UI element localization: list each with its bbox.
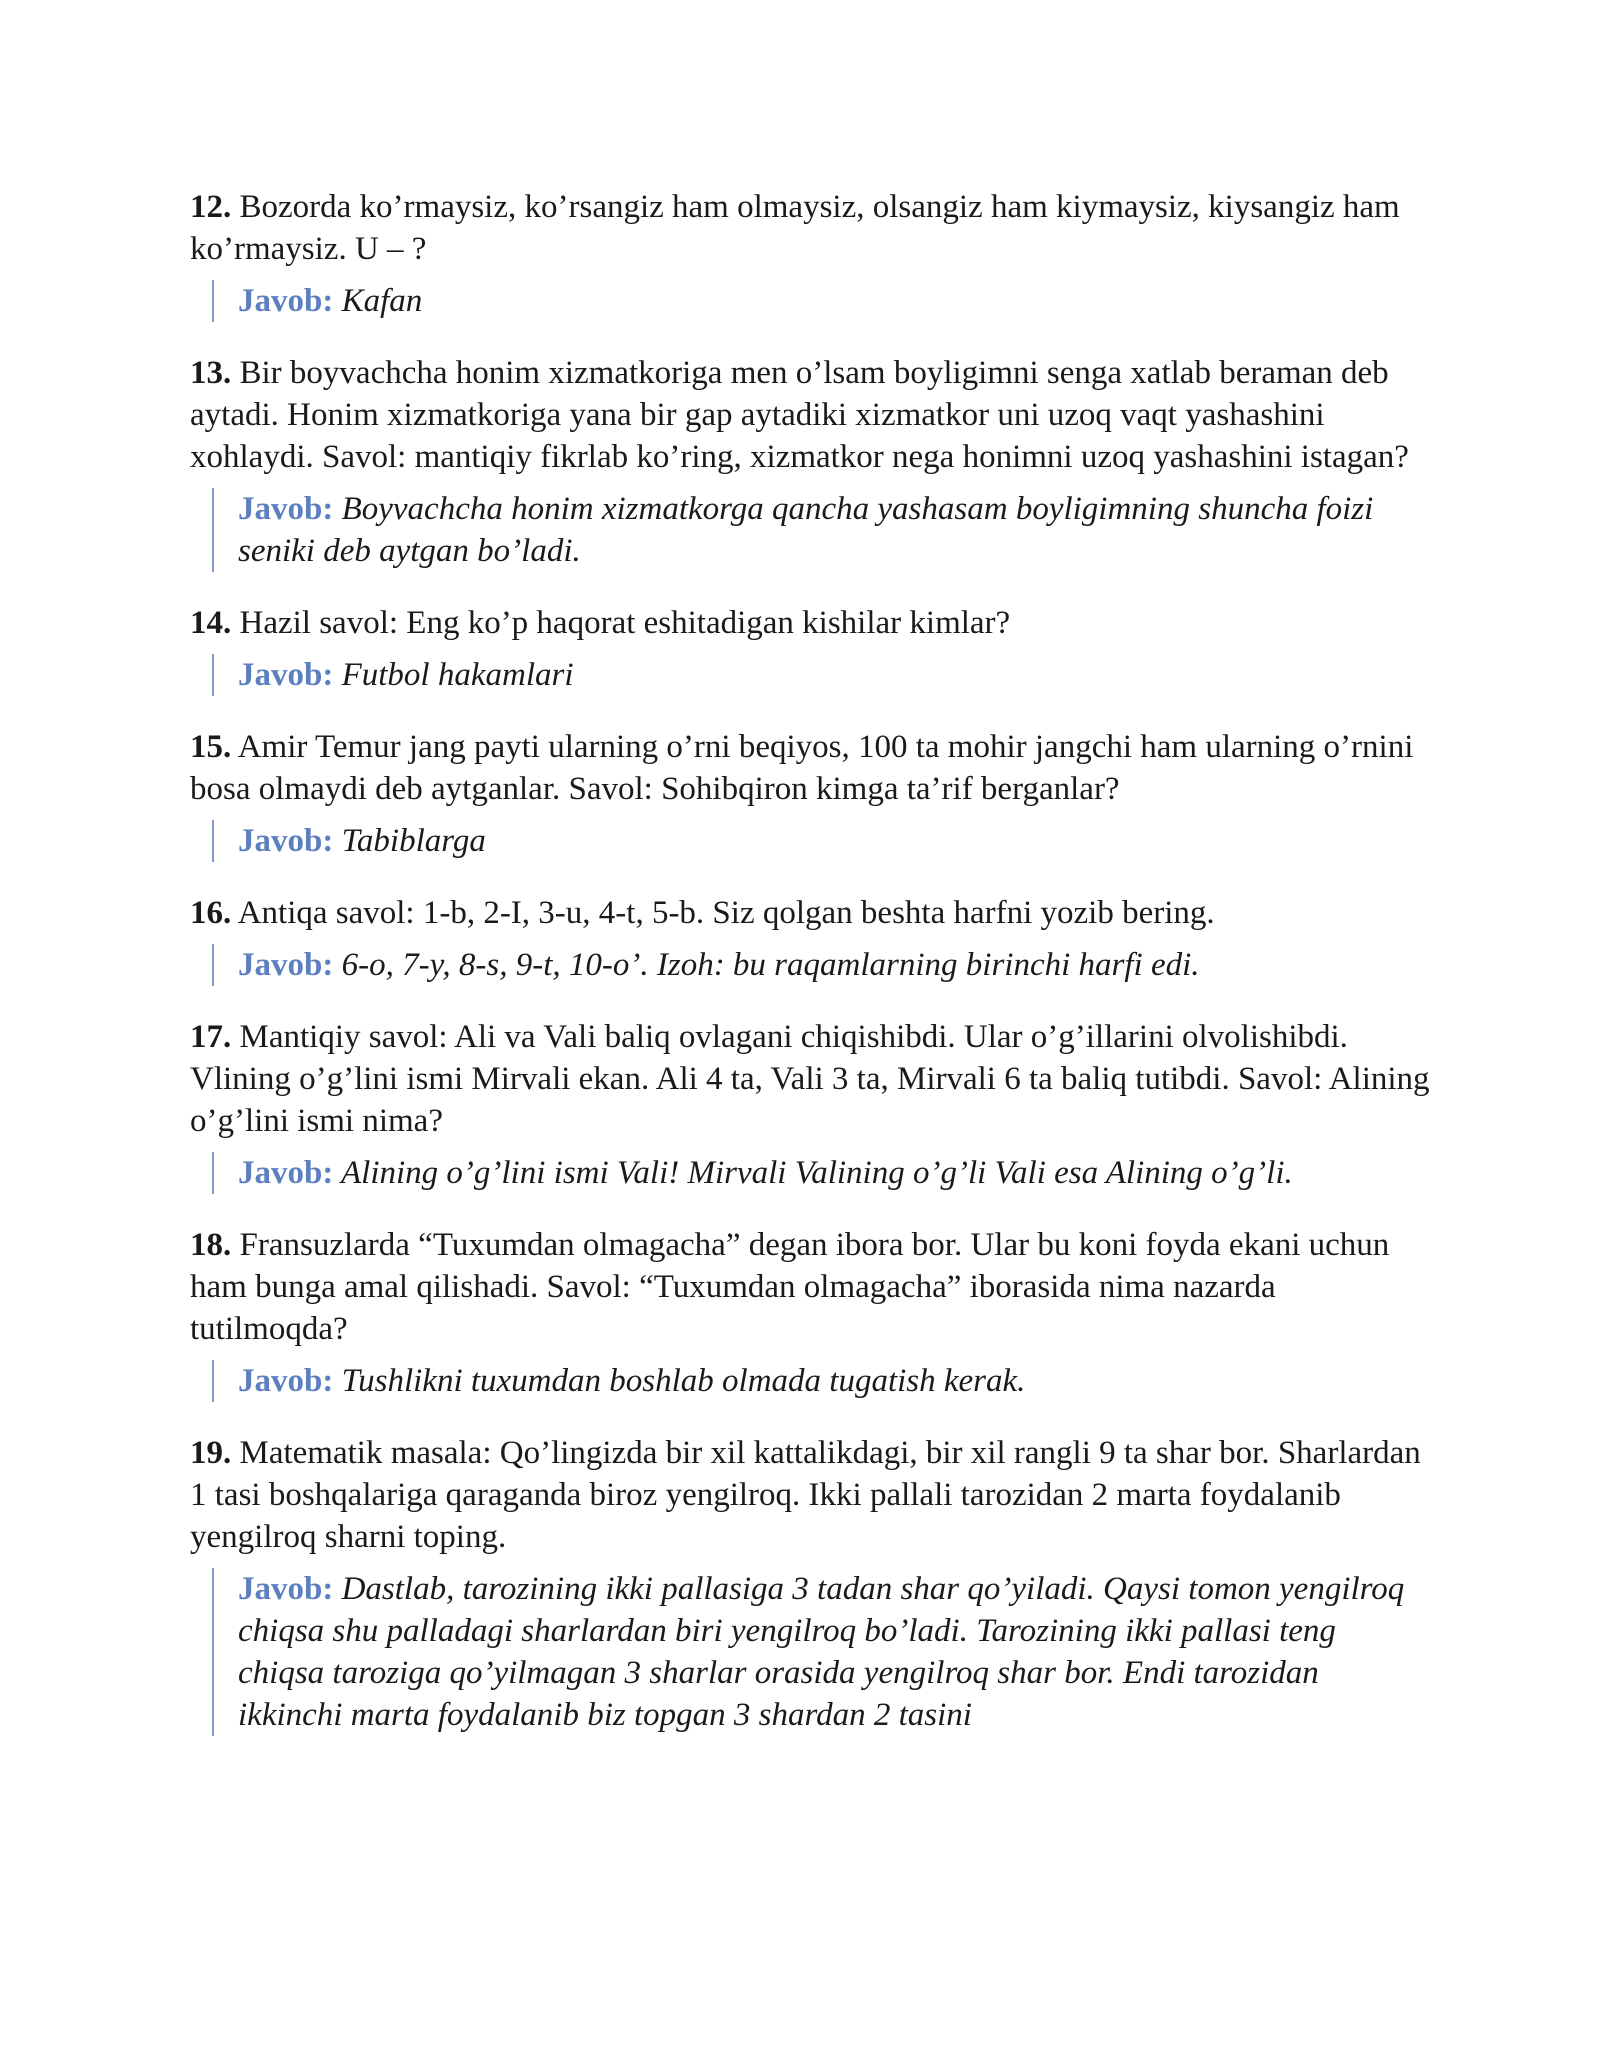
qa-item-19 [190, 1432, 1430, 1736]
answer-text: Futbol hakamlari [341, 657, 574, 693]
question-text [190, 186, 1430, 270]
answer-text: Boyvachcha honim xizmatkorga qancha yashasam boyligimning shuncha foizi seniki deb aytgan bo’ladi. [238, 491, 1374, 569]
question-text [190, 726, 1430, 810]
answer-text: Dastlab, tarozining ikki pallasiga 3 tadan shar qo’yiladi. Qaysi tomon yengilroq chiqsa shu palladagi sharlardan biri yengilroq bo’ladi. Tarozining ikki pallasi teng chiqsa taroziga qo’yilmagan 3 sharlar orasida yengilroq shar bor. Endi tarozidan ikkinchi marta foydalanib biz topgan 3 shardan 2 tasini [238, 1571, 1405, 1733]
question-number: 15. [190, 729, 232, 765]
question-number: 13. [190, 355, 232, 391]
question-number: 14. [190, 605, 232, 641]
question-number: 18. [190, 1227, 232, 1263]
question-body: Bozorda ko’rmaysiz, ko’rsangiz ham olmaysiz, olsangiz ham kiymaysiz, kiysangiz ham ko’rmaysiz. U – ? [190, 189, 1400, 267]
question-number: 19. [190, 1435, 232, 1471]
question-body: Antiqa savol: 1-b, 2-I, 3-u, 4-t, 5-b. Siz qolgan beshta harfni yozib bering. [237, 895, 1215, 931]
question-body: Amir Temur jang payti ularning o’rni beqiyos, 100 ta mohir jangchi ham ularning o’rnini bosa olmaydi deb aytganlar. Savol: Sohibqiron kimga ta’rif berganlar? [190, 729, 1414, 807]
qa-item-18 [190, 1224, 1430, 1402]
question-number: 12. [190, 189, 232, 225]
question-text [190, 602, 1430, 644]
question-text [190, 1432, 1430, 1558]
question-number: 16. [190, 895, 232, 931]
answer-block [212, 280, 1430, 322]
qa-item-13 [190, 352, 1430, 572]
answer-block [212, 944, 1430, 986]
qa-item-17 [190, 1016, 1430, 1194]
answer-block [212, 654, 1430, 696]
answer-label: Javob: [238, 823, 334, 859]
answer-block [212, 1568, 1430, 1736]
answer-block [212, 1152, 1430, 1194]
answer-text: 6-o, 7-y, 8-s, 9-t, 10-o’. Izoh: bu raqamlarning birinchi harfi edi. [341, 947, 1200, 983]
qa-item-16 [190, 892, 1430, 986]
question-text [190, 1224, 1430, 1350]
answer-label: Javob: [238, 1363, 334, 1399]
qa-item-12 [190, 186, 1430, 322]
answer-block [212, 1360, 1430, 1402]
answer-text: Alining o’g’lini ismi Vali! Mirvali Valining o’g’li Vali esa Alining o’g’li. [341, 1155, 1293, 1191]
question-text [190, 892, 1430, 934]
answer-block [212, 820, 1430, 862]
answer-label: Javob: [238, 1571, 334, 1607]
question-text [190, 1016, 1430, 1142]
qa-item-15 [190, 726, 1430, 862]
answer-label: Javob: [238, 1155, 334, 1191]
question-body: Hazil savol: Eng ko’p haqorat eshitadigan kishilar kimlar? [239, 605, 1011, 641]
answer-label: Javob: [238, 947, 334, 983]
qa-item-14 [190, 602, 1430, 696]
question-body: Mantiqiy savol: Ali va Vali baliq ovlagani chiqishibdi. Ular o’g’illarini olvolishibdi. Vlining o’g’lini ismi Mirvali ekan. Ali 4 ta, Vali 3 ta, Mirvali 6 ta baliq tutibdi. Savol: Alining o’g’lini ismi nima? [190, 1019, 1430, 1139]
answer-text: Kafan [341, 283, 423, 319]
answer-text: Tushlikni tuxumdan boshlab olmada tugatish kerak. [341, 1363, 1026, 1399]
question-body: Bir boyvachcha honim xizmatkoriga men o’lsam boyligimni senga xatlab beraman deb aytadi. Honim xizmatkoriga yana bir gap aytadiki xizmatkor uni uzoq vaqt yashashini xohlaydi. Savol: mantiqiy fikrlab ko’ring, xizmatkor nega honimni uzoq yashashini istagan? [190, 355, 1409, 475]
answer-label: Javob: [238, 657, 334, 693]
answer-label: Javob: [238, 283, 334, 319]
question-body: Matematik masala: Qo’lingizda bir xil kattalikdagi, bir xil rangli 9 ta shar bor. Sharlardan 1 tasi boshqalariga qaraganda biroz yengilroq. Ikki pallali tarozidan 2 marta foydalanib yengilroq sharni toping. [190, 1435, 1421, 1555]
document-page [190, 186, 1430, 1766]
answer-block [212, 488, 1430, 572]
question-text [190, 352, 1430, 478]
answer-label: Javob: [238, 491, 334, 527]
question-body: Fransuzlarda “Tuxumdan olmagacha” degan ibora bor. Ular bu koni foyda ekani uchun ham bunga amal qilishadi. Savol: “Tuxumdan olmagacha” iborasida nima nazarda tutilmoqda? [190, 1227, 1390, 1347]
question-number: 17. [190, 1019, 232, 1055]
answer-text: Tabiblarga [341, 823, 486, 859]
